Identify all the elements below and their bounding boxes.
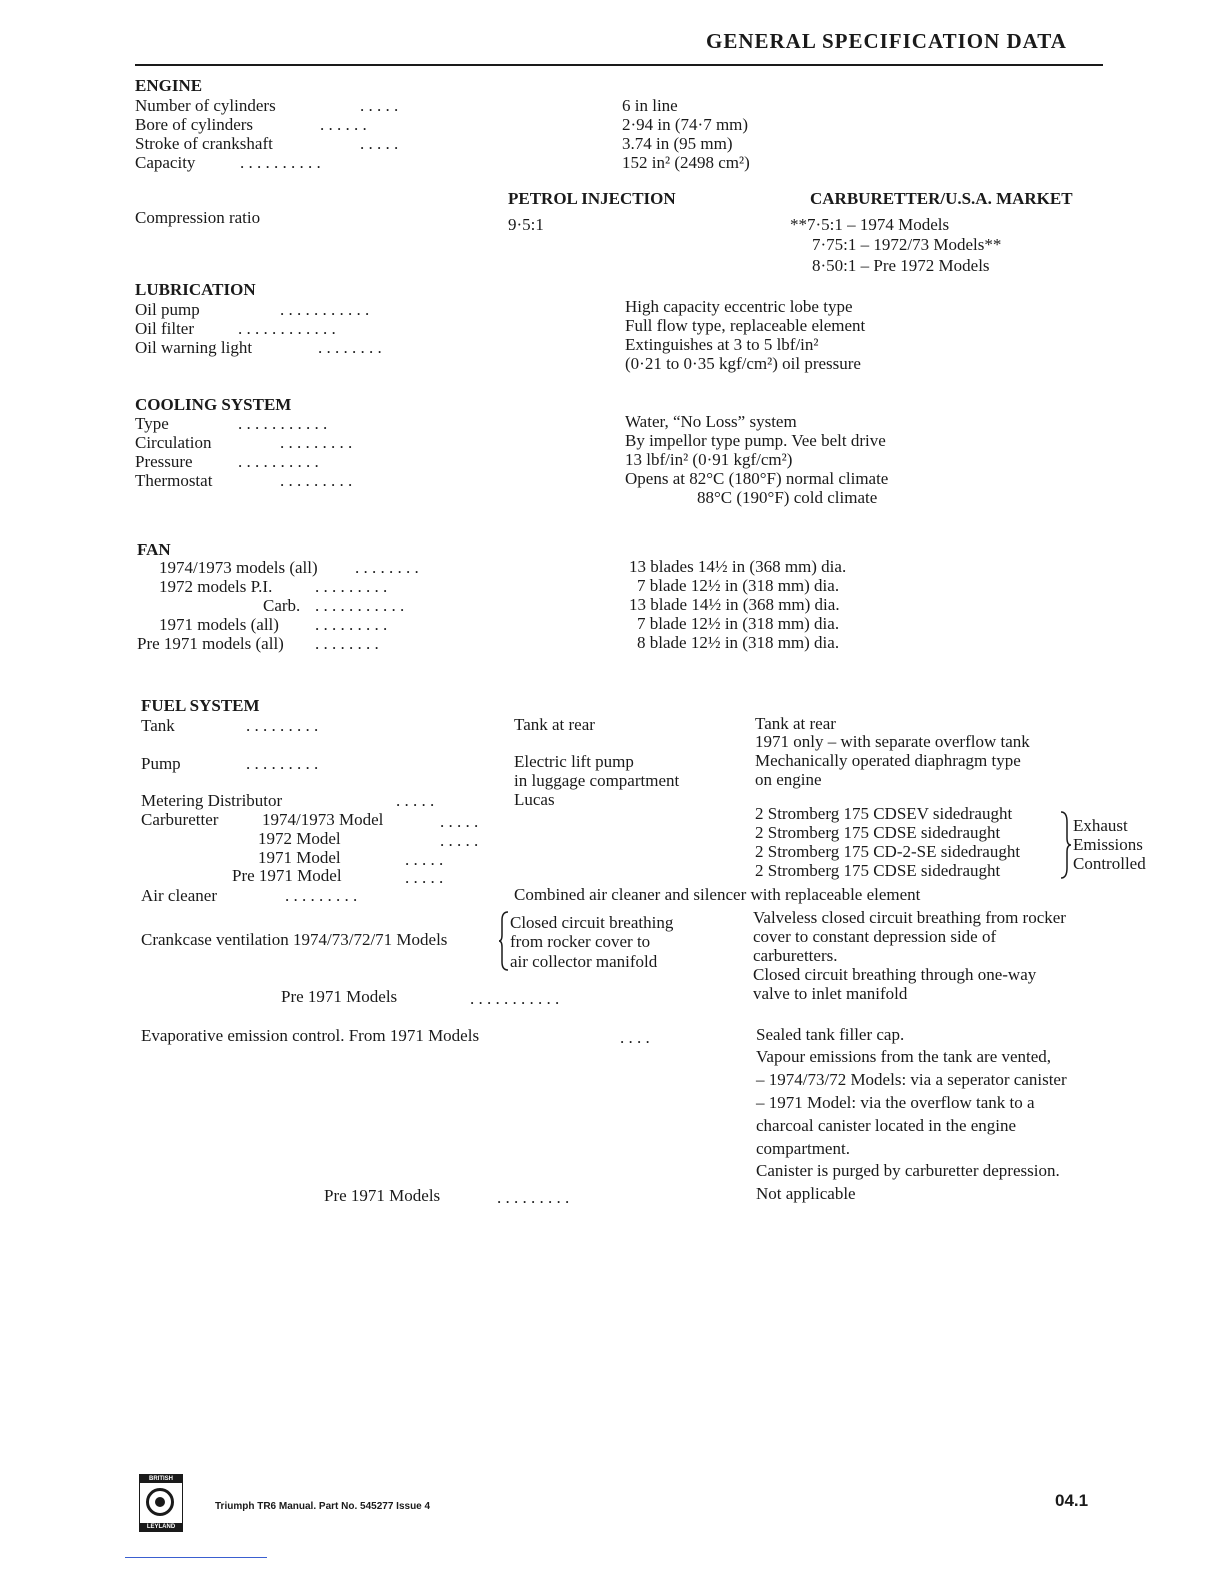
air-cleaner-value: Combined air cleaner and silencer with replaceable element <box>514 885 921 904</box>
crankcase-pre-label: Pre 1971 Models <box>281 987 398 1006</box>
evap-value: Canister is purged by carburetter depression. <box>756 1161 1060 1180</box>
leader-dots: . . . . . . . . . . . <box>280 300 370 319</box>
carb-value: 2 Stromberg 175 CDSEV sidedraught <box>755 804 1013 823</box>
crankcase-pi-value: Closed circuit breathing <box>510 913 674 932</box>
leader-dots: . . . . . . . . . <box>280 433 353 452</box>
leader-dots: . . . . . . . . . <box>246 754 319 773</box>
compression-label: Compression ratio <box>135 208 261 227</box>
manual-reference: Triumph TR6 Manual. Part No. 545277 Issue 4 <box>215 1501 431 1512</box>
fan-label: Carb. <box>263 596 301 615</box>
divider <box>125 1557 267 1558</box>
carb-value: 2 Stromberg 175 CDSE sidedraught <box>755 823 1001 842</box>
leader-dots: . . . . . . . . . <box>246 716 319 735</box>
evap-pre-value: Not applicable <box>756 1184 856 1203</box>
evap-value: – 1974/73/72 Models: via a seperator canister <box>756 1070 1067 1089</box>
lubrication-value: High capacity eccentric lobe type <box>625 297 853 316</box>
carb-note: Exhaust <box>1073 816 1128 835</box>
logo-text-top: BRITISH <box>140 1475 182 1483</box>
compression-carb-value: 8·50:1 – Pre 1972 Models <box>812 256 990 275</box>
leader-dots: . . . . . . . . . <box>280 471 353 490</box>
brace-icon <box>498 910 510 972</box>
fan-label: 1974/1973 models (all) <box>159 558 318 577</box>
leader-dots: . . . . . <box>360 134 399 153</box>
carburetter-label: Carburetter <box>141 810 219 829</box>
cooling-label: Thermostat <box>135 471 213 490</box>
fan-label: 1972 models P.I. <box>159 577 273 596</box>
fan-value: 8 blade 12½ in (318 mm) dia. <box>637 633 840 652</box>
crankcase-carb-value: carburetters. <box>753 946 838 965</box>
engine-value: 6 in line <box>622 96 678 115</box>
cooling-label: Pressure <box>135 452 193 471</box>
leader-dots: . . . . . . . . <box>318 338 382 357</box>
engine-label: Bore of cylinders <box>135 115 254 134</box>
evap-value: Sealed tank filler cap. <box>756 1025 905 1044</box>
leader-dots: . . . . . <box>360 96 399 115</box>
leader-dots: . . . . . <box>440 812 479 831</box>
logo-emblem-icon <box>146 1488 174 1516</box>
compression-pi-value: 9·5:1 <box>508 215 544 234</box>
brace-icon <box>1058 810 1072 880</box>
leader-dots: . . . . . <box>396 791 435 810</box>
carb-value: 2 Stromberg 175 CDSE sidedraught <box>755 861 1001 880</box>
pump-pi-value: in luggage compartment <box>514 771 680 790</box>
leader-dots: . . . . <box>620 1028 650 1047</box>
tank-pi-value: Tank at rear <box>514 715 595 734</box>
leader-dots: . . . . . . . . . . . <box>315 596 405 615</box>
cooling-label: Type <box>135 414 169 433</box>
engine-value: 2·94 in (74·7 mm) <box>622 115 749 134</box>
leader-dots: . . . . . . . . <box>315 634 379 653</box>
evap-value: compartment. <box>756 1139 850 1158</box>
fan-value: 13 blades 14½ in (368 mm) dia. <box>629 557 847 576</box>
header-rule <box>135 64 1103 66</box>
leader-dots: . . . . . <box>440 831 479 850</box>
carb-model: 1972 Model <box>258 829 341 848</box>
metering-label: Metering Distributor <box>141 791 283 810</box>
pump-carb-value: on engine <box>755 770 822 789</box>
lubrication-label: Oil filter <box>135 319 195 338</box>
lubrication-extra: (0·21 to 0·35 kgf/cm²) oil pressure <box>625 354 861 373</box>
leader-dots: . . . . . . . . . <box>497 1188 570 1207</box>
lubrication-heading: LUBRICATION <box>135 280 256 299</box>
leader-dots: . . . . . . <box>320 115 367 134</box>
carb-note: Controlled <box>1073 854 1146 873</box>
crankcase-carb-value: Valveless closed circuit breathing from rocker <box>753 908 1066 927</box>
cooling-value: By impellor type pump. Vee belt drive <box>625 431 886 450</box>
leader-dots: . . . . . . . . . <box>315 615 388 634</box>
leader-dots: . . . . . <box>405 868 444 887</box>
fan-heading: FAN <box>137 540 171 559</box>
air-cleaner-label: Air cleaner <box>141 886 217 905</box>
column-heading-petrol-injection: PETROL INJECTION <box>508 189 676 208</box>
carb-model: 1974/1973 Model <box>262 810 384 829</box>
carb-model: Pre 1971 Model <box>232 866 342 885</box>
carb-model: 1971 Model <box>258 848 341 867</box>
crankcase-pi-value: air collector manifold <box>510 952 658 971</box>
pump-pi-value: Electric lift pump <box>514 752 634 771</box>
leader-dots: . . . . . . . . . . . . <box>238 319 336 338</box>
crankcase-carb-value: cover to constant depression side of <box>753 927 997 946</box>
page-title: GENERAL SPECIFICATION DATA <box>706 29 1067 53</box>
leader-dots: . . . . . . . . . . <box>238 452 319 471</box>
tank-carb-value: Tank at rear <box>755 714 836 733</box>
carb-value: 2 Stromberg 175 CD-2-SE sidedraught <box>755 842 1021 861</box>
crankcase-pi-value: from rocker cover to <box>510 932 651 951</box>
lubrication-label: Oil pump <box>135 300 200 319</box>
cooling-value: Opens at 82°C (180°F) normal climate <box>625 469 889 488</box>
metering-pi-value: Lucas <box>514 790 555 809</box>
lubrication-value: Full flow type, replaceable element <box>625 316 866 335</box>
british-leyland-logo <box>139 1474 183 1532</box>
fan-label: Pre 1971 models (all) <box>137 634 284 653</box>
evap-value: Vapour emissions from the tank are vented, <box>756 1047 1052 1066</box>
engine-heading: ENGINE <box>135 76 203 95</box>
column-heading-carburetter: CARBURETTER/U.S.A. MARKET <box>810 189 1073 208</box>
fan-value: 7 blade 12½ in (318 mm) dia. <box>637 576 840 595</box>
pump-label: Pump <box>141 754 181 773</box>
crankcase-carb-value: valve to inlet manifold <box>753 984 908 1003</box>
page-number: 04.1 <box>1055 1491 1089 1510</box>
evap-label: Evaporative emission control. From 1971 Models <box>141 1026 480 1045</box>
leader-dots: . . . . . . . . . . . <box>470 989 560 1008</box>
cooling-extra: 88°C (190°F) cold climate <box>697 488 878 507</box>
fan-value: 7 blade 12½ in (318 mm) dia. <box>637 614 840 633</box>
evap-value: – 1971 Model: via the overflow tank to a <box>756 1093 1035 1112</box>
engine-value: 152 in² (2498 cm²) <box>622 153 750 172</box>
engine-label: Number of cylinders <box>135 96 276 115</box>
engine-value: 3.74 in (95 mm) <box>622 134 733 153</box>
fan-label: 1971 models (all) <box>159 615 279 634</box>
pump-carb-value: Mechanically operated diaphragm type <box>755 751 1021 770</box>
tank-carb-value: 1971 only – with separate overflow tank <box>755 732 1030 751</box>
compression-carb-value: **7·5:1 – 1974 Models <box>790 215 950 234</box>
cooling-value: Water, “No Loss” system <box>625 412 797 431</box>
tank-label: Tank <box>141 716 175 735</box>
compression-carb-value: 7·75:1 – 1972/73 Models** <box>812 235 1002 254</box>
cooling-value: 13 lbf/in² (0·91 kgf/cm²) <box>625 450 793 469</box>
evap-value: charcoal canister located in the engine <box>756 1116 1017 1135</box>
leader-dots: . . . . . . . . . . . <box>238 414 328 433</box>
crankcase-carb-value: Closed circuit breathing through one-way <box>753 965 1037 984</box>
carb-note: Emissions <box>1073 835 1143 854</box>
leader-dots: . . . . . . . . . <box>315 577 388 596</box>
cooling-heading: COOLING SYSTEM <box>135 395 292 414</box>
cooling-label: Circulation <box>135 433 212 452</box>
logo-text-bottom: LEYLAND <box>140 1523 182 1531</box>
lubrication-value: Extinguishes at 3 to 5 lbf/in² <box>625 335 819 354</box>
lubrication-label: Oil warning light <box>135 338 253 357</box>
leader-dots: . . . . . . . . . . <box>240 153 321 172</box>
engine-label: Stroke of crankshaft <box>135 134 273 153</box>
fan-value: 13 blade 14½ in (368 mm) dia. <box>629 595 840 614</box>
fuel-heading: FUEL SYSTEM <box>141 696 260 715</box>
leader-dots: . . . . . . . . . <box>285 886 358 905</box>
leader-dots: . . . . . <box>405 850 444 869</box>
evap-pre-label: Pre 1971 Models <box>324 1186 441 1205</box>
engine-label: Capacity <box>135 153 196 172</box>
leader-dots: . . . . . . . . <box>355 558 419 577</box>
crankcase-label: Crankcase ventilation 1974/73/72/71 Models <box>141 930 448 949</box>
